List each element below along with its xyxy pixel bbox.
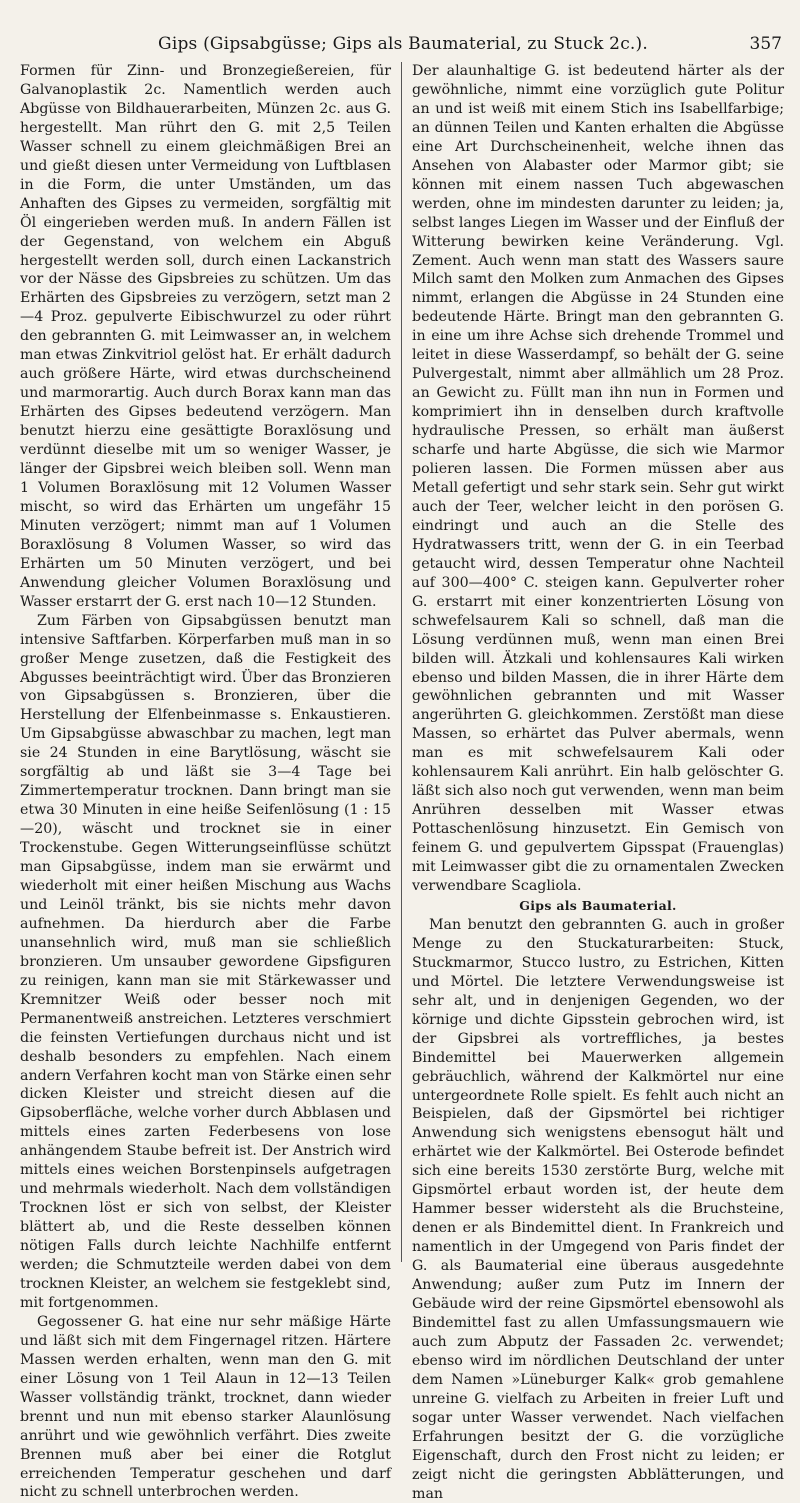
paragraph: Formen für Zinn- und Bronzegießereien, für Galvanoplastik 2c. Namentlich werden auch Abgüsse von Bildhauerarbeiten, Münzen 2c. aus G. hergestellt. Man rührt den G. mit 2,5 Teilen Wasser schnell zu einem gleichmäßigen Brei an und gießt diesen unter Vermeidung von Luftblasen in die Form, die unter Umständen, um das Anhaften des Gipses zu vermeiden, sorgfältig mit Öl eingerieben werden muß. In andern Fällen ist der Gegenstand, von welchem ein Abguß hergestellt werden soll, durch einen Lackanstrich vor der Nässe des Gipsbreies zu schützen. Um das Erhärten des Gipsbreies zu verzögern, setzt man 2—4 Proz. gepulverte Eibischwurzel zu oder rührt den gebrannten G. mit Leimwasser an, in welchem man etwas Zinkvitriol gelöst hat. Er erhält dadurch auch größere Härte, wird etwas durchscheinend und marmorartig. Auch durch Borax kann man das Erhärten des Gipses bedeutend verzögern. Man benutzt hierzu eine gesättigte Boraxlösung und verdünnt dieselbe mit um so weniger Wasser, je länger der Gipsbrei weich bleiben soll. Wenn man 1 Volumen Boraxlösung mit 12 Volumen Wasser mischt, so wird das Erhärten um ungefähr 15 Minuten verzögert; nimmt man auf 1 Volumen Boraxlösung 8 Volumen Wasser, so wird das Erhärten um 50 Minuten verzögert, und bei Anwendung gleicher Volumen Boraxlösung und Wasser erstarrt der G. erst nach 10—12 Stunden. (20, 63, 391, 610)
paragraph: Man benutzt den gebrannten G. auch in großer Menge zu den Stuckaturarbeiten: Stuck, Stuckmarmor, Stucco lustro, zu Estrichen, Kitten und Mörtel. Die letztere Verwendungsweise ist sehr alt, und in denjenigen Gegenden, wo der körnige und dichte Gipsstein gebrochen wird, ist der Gipsbrei als vortreffliches, ja bestes Bindemittel bei Mauerwerken allgemein gebräuchlich, während der Kalkmörtel nur eine untergeordnete Rolle spielt. Es fehlt auch nicht an Beispielen, daß der Gipsmörtel bei richtiger Anwendung sich wenigstens ebensogut hält und erhärtet wie der Kalkmörtel. Bei Osterode befindet sich eine bereits 1530 zerstörte Burg, welche mit Gipsmörtel erbaut worden ist, der heute dem Hammer besser widersteht als die Bruchsteine, denen er als Bindemittel dient. In Frankreich und namentlich in der Umgegend von Paris findet der G. als Baumaterial eine überaus ausgedehnte Anwendung; außer zum Putz im Innern der Gebäude wird der reine Gipsmörtel ebensowohl als Bindemittel fast zu allen Umfassungsmauern wie auch zum Abputz der Fassaden 2c. verwendet; ebenso wird im nördlichen Deutschland der unter dem Namen »Lüneburger Kalk« grob gemahlene unreine G. vielfach zu Arbeiten in freier Luft und sogar unter Wasser verwendet. Nach vielfachen Erfahrungen besitzt der G. die vorzügliche Eigenschaft, durch den Frost nicht zu leiden; er zeigt nicht die geringsten Abblätterungen, und man (412, 916, 784, 1502)
paragraph: Zum Färben von Gipsabgüssen benutzt man intensive Saftfarben. Körperfarben muß man in so großer Menge zusetzen, daß die Festigkeit des Abgusses beeinträchtigt wird. Über das Bronzieren von Gipsabgüssen s. Bronzieren, über die Herstellung der Elfenbeinmasse s. Enkaustieren. Um Gipsabgüsse abwaschbar zu machen, legt man sie 24 Stunden in eine Barytlösung, wäscht sie sorgfältig ab und läßt sie 3—4 Tage bei Zimmertemperatur trocknen. Dann bringt man sie etwa 30 Minuten in eine heiße Seifenlösung (1 : 15—20), wäscht und trocknet sie in einer Trockenstube. Gegen Witterungseinflüsse schützt man Gipsabgüsse, indem man sie erwärmt und wiederholt mit einer heißen Mischung aus Wachs und Leinöl tränkt, bis sie nichts mehr davon aufnehmen. Da hierdurch aber die Farbe unansehnlich wird, muß man sie schließlich bronzieren. Um unsauber gewordene Gipsfiguren zu reinigen, kann man sie mit Stärkewasser und Kremnitzer Weiß oder besser noch mit Permanentweiß anstreichen. Letzteres verschmiert die feinsten Vertiefungen durchaus nicht und ist deshalb besonders zu empfehlen. Nach einem andern Verfahren kocht man von Stärke einen sehr dicken Kleister und streicht diesen auf die Gipsoberfläche, welche vorher durch Abblasen und mittels eines zarten Federbesens von lose anhängendem Staube befreit ist. Der Anstrich wird mittels eines weichen Borstenpinsels aufgetragen und mehrmals wiederholt. Nach dem vollständigen Trocknen löst er sich von selbst, der Kleister blättert ab, und die Reste desselben können nötigen Falls durch leichte Nachhilfe entfernt werden; die Schmutzteile werden dabei von dem trocknen Kleister, an welchem sie festgeklebt sind, mit fortgenommen. (20, 612, 391, 1311)
right-column (402, 62, 790, 1502)
page-number: 357 (749, 34, 782, 54)
running-head: Gips (Gipsabgüsse; Gips als Baumaterial, zu Stuck 2c.). (158, 34, 648, 54)
paragraph: Gegossener G. hat eine nur sehr mäßige Härte und läßt sich mit dem Fingernagel ritzen. Härtere Massen werden erhalten, wenn man den G. mit einer Lösung von 1 Teil Alaun in 12—13 Teilen Wasser vollständig tränkt, trocknet, dann wieder brennt und nun mit ebenso starker Alaunlösung anrührt und wie gewöhnlich verfährt. Dies zweite Brennen muß aber bei einer die Rotglut erreichenden Temperatur geschehen und darf nicht zu schnell unterbrochen werden. (20, 1313, 391, 1501)
section-heading: Gips als Baumaterial. (519, 897, 677, 913)
text-columns (14, 62, 792, 1502)
paragraph: Der alaunhaltige G. ist bedeutend härter als der gewöhnliche, nimmt eine vorzüglich gute Politur an und ist weiß mit einem Stich ins Isabellfarbige; an dünnen Teilen und Kanten erhalten die Abgüsse eine Art Durchscheinenheit, welche ihnen das Ansehen von Alabaster oder Marmor gibt; sie können mit einem nassen Tuch abgewaschen werden, ohne im mindesten darunter zu leiden; ja, selbst langes Liegen im Wasser und der Einfluß der Witterung bewirken keine Veränderung. Vgl. Zement. Auch wenn man statt des Wassers saure Milch samt den Molken zum Anmachen des Gipses nimmt, erlangen die Abgüsse in 24 Stunden eine bedeutende Härte. Bringt man den gebrannten G. in eine um ihre Achse sich drehende Trommel und leitet in diese Wasserdampf, so behält der G. seine Pulvergestalt, nimmt aber allmählich um 28 Proz. an Gewicht zu. Füllt man ihn nun in Formen und komprimiert ihn in denselben durch kraftvolle hydraulische Pressen, so erhält man äußerst scharfe und harte Abgüsse, die sich wie Marmor polieren lassen. Die Formen müssen aber aus Metall gefertigt und sehr stark sein. Sehr gut wirkt auch der Teer, welcher leicht in den porösen G. eindringt und auch an die Stelle des Hydratwassers tritt, wenn der G. in ein Teerbad getaucht wird, dessen Temperatur ohne Nachteil auf 300—400° C. steigen kann. Gepulverter roher G. erstarrt mit einer konzentrierten Lösung von schwefelsaurem Kali so schnell, daß man die Lösung verdünnen muß, wenn man einen Brei bilden will. Ätzkali und kohlensaures Kali wirken ebenso und bilden Massen, die in ihrer Härte dem gewöhnlichen gebrannten und mit Wasser angerührten G. gleichkommen. Zerstößt man diese Massen, so erhärtet das Pulver abermals, wenn man es mit schwefelsaurem Kali oder kohlensaurem Kali anrührt. Ein halb gelöschter G. läßt sich also noch gut verwenden, wenn man beim Anrühren desselben mit Wasser etwas Pottaschenlösung hinzusetzt. Ein Gemisch von feinem G. und gepulvertem Gipsspat (Frauenglas) mit Leimwasser gibt die zu ornamentalen Zwecken verwendbare Scagliola. (412, 63, 784, 894)
left-column (14, 62, 402, 1501)
page-header (14, 0, 792, 62)
